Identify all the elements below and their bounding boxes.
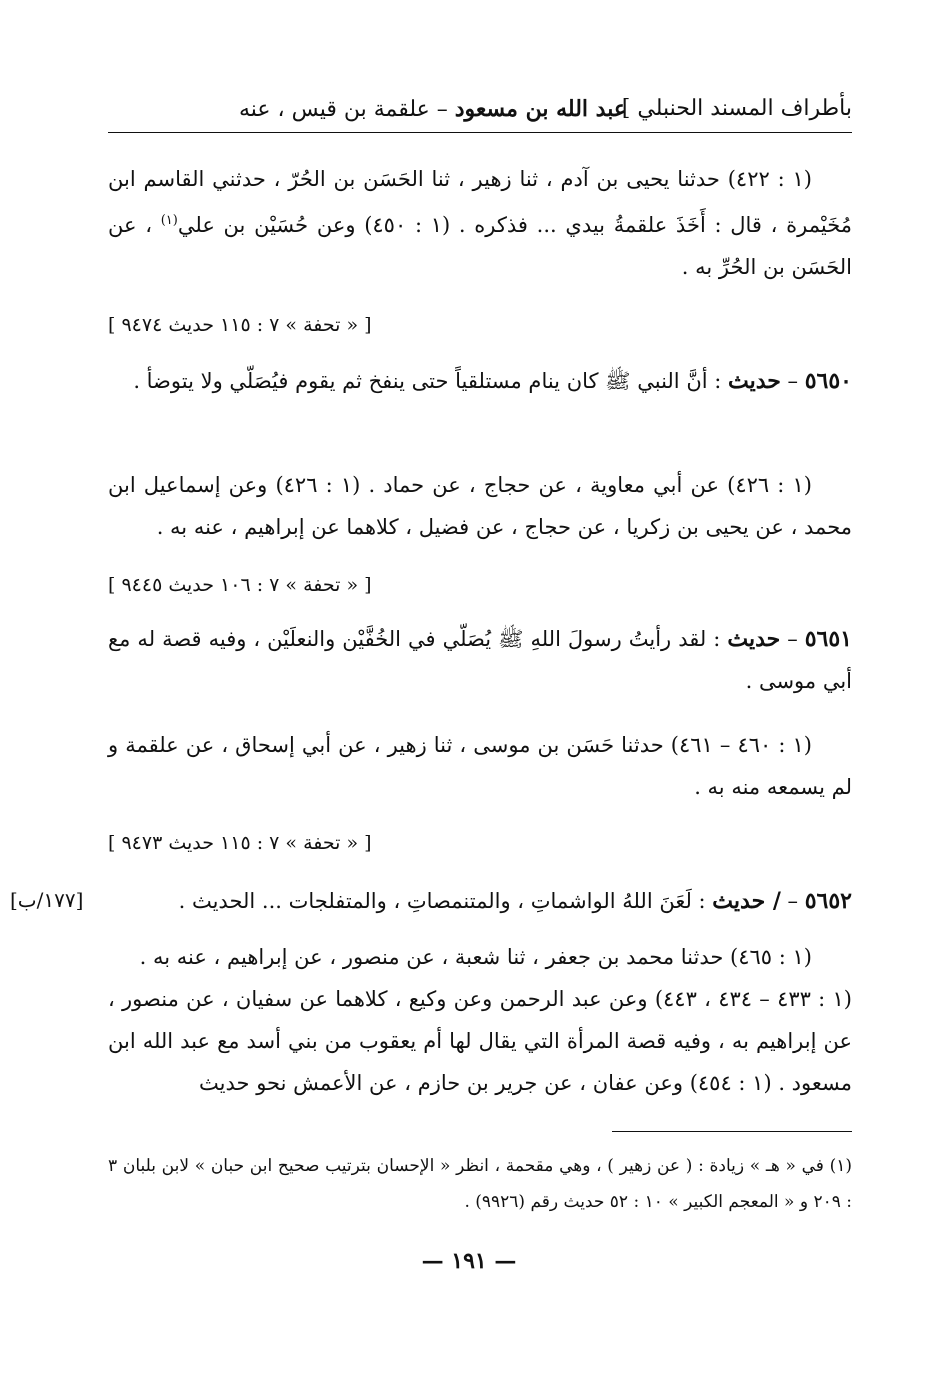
book-title: بأطراف المسند الحنبلي ] (621, 96, 852, 121)
chapter-title (239, 96, 627, 122)
hadith-text: : لقد رأيتُ رسولَ اللهِ ﷺ يُصَلّي في الخُفَّيْن والنعلَيْن ، وفيه قصة له مع أبي موسى . (108, 627, 852, 693)
hadith-5651: ٥٦٥١ – حديث : لقد رأيتُ رسولَ اللهِ ﷺ يُصَلّي في الخُفَّيْن والنعلَيْن ، وفيه قصة له مع أبي موسى . (108, 626, 852, 693)
hadith-text: : أنَّ النبي ﷺ كان ينام مستلقياً حتى ينفخ ثم يقوم فيُصَلّي ولا يتوضأ . (133, 369, 728, 393)
paragraph-1-text: (١ : ٤٢٢) حدثنا يحيى بن آدم ، ثنا زهير ، ثنا الحَسَن بن الحُرّ ، حدثني القاسم ابن مُخَيْمرة ، قال : أَخَذَ علقمةُ بيدي ... فذكره . (١ : ٤٥٠) وعن حُسَيْن بن علي (108, 167, 853, 237)
hadith-label: حديث (728, 368, 781, 394)
footnote: (١) في « هـ » زيادة : ( عن زهير ) ، وهي مقحمة ، انظر « الإحسان بترتيب صحيح ابن حبان » لابن بلبان ٣ : ٢٠٩ و « المعجم الكبير » ١٠ : ٥٢ حديث رقم (٩٩٢٦) . (108, 1156, 852, 1212)
paragraph-1-end: ، عن الحَسَن بن الحُرِّ به . (108, 213, 852, 279)
running-header (108, 94, 852, 133)
tuhfa-reference-3: [ « تحفة » ٧ : ١١٥ حديث ٩٤٧٣ ] (108, 832, 372, 854)
hadith-5650: ٥٦٥٠ – حديث : أنَّ النبي ﷺ كان ينام مستلقياً حتى ينفخ ثم يقوم فيُصَلّي ولا يتوضأ . (133, 368, 852, 394)
hadith-text: : لَعَنَ اللهُ الواشماتِ ، والمتنمصاتِ ، والمتفلجات ... الحديث . (178, 889, 713, 913)
hadith-label: حديث (727, 626, 781, 652)
tuhfa-reference-2: [ « تحفة » ٧ : ١٠٦ حديث ٩٤٤٥ ] (108, 574, 372, 596)
hadith-label: / حديث (712, 888, 781, 914)
chapter-title-bold: عبد الله بن مسعود (454, 96, 627, 122)
footnote-divider (612, 1131, 852, 1132)
page-number: — ١٩١ — (421, 1248, 517, 1274)
paragraph-5: (١ : ٤٣٣ – ٤٣٤ ، ٤٤٣) وعن عبد الرحمن وعن وكيع ، كلاهما عن سفيان ، عن منصور ، عن إبراهيم به ، وفيه قصة المرأة التي يقال لها أم يعقوب من بني أسد مع عبد الله ابن مسعود . (١ : ٤٥٤) وعن عفان ، عن جرير بن حازم ، عن الأعمش نحو حديث (108, 987, 852, 1095)
hadith-number: ٥٦٥٠ (804, 368, 852, 394)
manuscript-folio-note: [١٧٧/ب] (10, 888, 84, 912)
paragraph-1 (108, 158, 852, 288)
paragraph-4: (١ : ٤٦٥) حدثنا محمد بن جعفر ، ثنا شعبة ، عن منصور ، عن إبراهيم ، عنه به . (139, 945, 812, 969)
paragraph-3: (١ : ٤٦٠ – ٤٦١) حدثنا حَسَن بن موسى ، ثنا زهير ، عن أبي إسحاق ، عن علقمة و لم يسمعه منه به . (108, 733, 852, 799)
hadith-number: ٥٦٥٢ (804, 888, 852, 914)
tuhfa-reference-1: [ « تحفة » ٧ : ١١٥ حديث ٩٤٧٤ ] (108, 314, 372, 336)
chapter-title-rest: – علقمة بن قيس ، عنه (239, 97, 455, 122)
hadith-number: ٥٦٥١ (804, 626, 852, 652)
paragraph-2: (١ : ٤٢٦) عن أبي معاوية ، عن حجاج ، عن حماد . (١ : ٤٢٦) وعن إسماعيل ابن محمد ، عن يحيى بن زكريا ، عن حجاج ، عن فضيل ، كلاهما عن إبراهيم ، عنه به . (108, 473, 852, 539)
hadith-5652: ٥٦٥٢ – / حديث : لَعَنَ اللهُ الواشماتِ ، والمتنمصاتِ ، والمتفلجات ... الحديث . (178, 888, 852, 914)
footnote-marker: (١) (160, 213, 178, 228)
